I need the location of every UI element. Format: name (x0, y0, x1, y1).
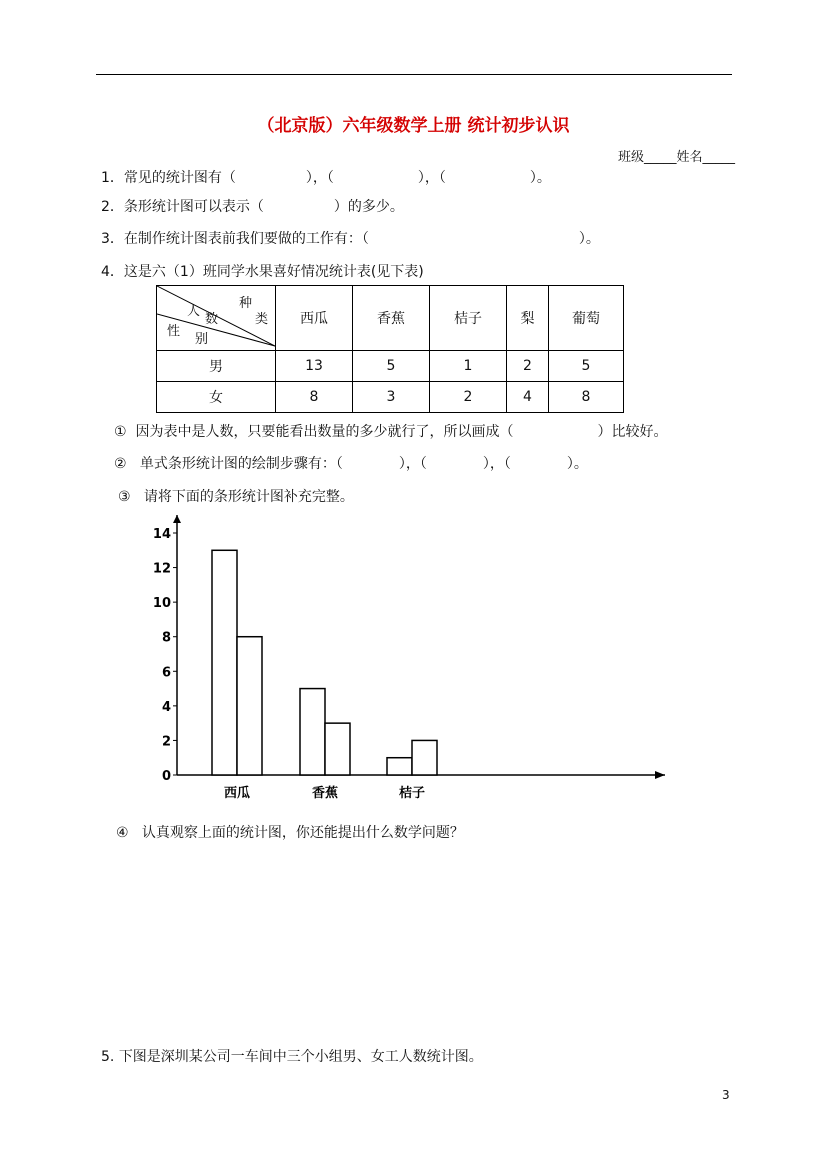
question-text: 在制作统计图表前我们要做的工作有：（ ）。 (123, 231, 600, 247)
question-number: 5. (101, 1049, 115, 1065)
table-cell: 2 (507, 351, 549, 382)
question-number: 2． (101, 199, 124, 215)
question-number: 3． (101, 231, 124, 247)
x-tick-label: 香蕉 (311, 786, 339, 801)
table-cell: 3 (353, 382, 430, 413)
bar (325, 723, 350, 775)
table-corner-cell (157, 286, 276, 351)
table-cell: 5 (549, 351, 624, 382)
sub-text: 认真观察上面的统计图，你还能提出什么数学问题？ (141, 825, 464, 841)
corner-label: 数 (205, 312, 219, 327)
bar (237, 637, 262, 775)
table-header-cell: 西瓜 (276, 286, 353, 351)
table-header-row (157, 286, 624, 351)
bar (212, 550, 237, 775)
y-axis-arrow (173, 515, 181, 523)
table-cell: 5 (353, 351, 430, 382)
table-header-cell: 葡萄 (549, 286, 624, 351)
question-4 (101, 261, 424, 281)
sub-text: 单式条形统计图的绘制步骤有：（ ），（ ），（ ）。 (139, 456, 588, 472)
class-name-field: 班级_____姓名_____ (618, 150, 736, 165)
x-tick-label: 西瓜 (223, 786, 251, 801)
table-cell: 1 (430, 351, 507, 382)
sub-question-1 (114, 421, 667, 441)
y-tick-label: 10 (152, 596, 171, 612)
question-text: 条形统计图可以表示（ ）的多少。 (123, 199, 404, 215)
bar (412, 740, 437, 775)
y-tick-label: 14 (152, 527, 171, 542)
table-header-cell: 香蕉 (353, 286, 430, 351)
question-2 (101, 196, 404, 216)
sub-number: ② (114, 456, 127, 472)
corner-label: 性 (167, 324, 181, 339)
bar (387, 758, 412, 775)
y-tick-label: 6 (161, 665, 171, 681)
table-cell: 4 (507, 382, 549, 413)
table-cell: 8 (276, 382, 353, 413)
table-row-label: 女 (157, 382, 276, 413)
page-title: （北京版）六年级数学上册 统计初步认识 (257, 116, 570, 136)
table-cell: 8 (549, 382, 624, 413)
sub-number: ① (114, 424, 127, 440)
sub-text: 因为表中是人数，只要能看出数量的多少就行了，所以画成（ ）比较好。 (135, 424, 668, 440)
sub-question-4 (116, 822, 464, 842)
table-header-cell: 桔子 (430, 286, 507, 351)
x-axis-arrow (655, 771, 665, 779)
sub-text: 请将下面的条形统计图补充完整。 (143, 489, 354, 505)
header-rule (96, 74, 732, 75)
sub-question-3 (118, 486, 354, 506)
question-text: 常见的统计图有（ ），（ ），（ ）。 (123, 170, 551, 186)
sub-question-2 (114, 453, 588, 473)
fruit-preference-table (156, 285, 624, 413)
y-tick-label: 4 (161, 699, 171, 715)
x-tick-label: 桔子 (398, 786, 426, 801)
corner-label: 种 (239, 296, 253, 311)
corner-label: 别 (195, 332, 209, 347)
table-row (157, 382, 624, 413)
y-tick-label: 8 (161, 630, 171, 646)
table-cell: 2 (430, 382, 507, 413)
question-text: 这是六（1）班同学水果喜好情况统计表(见下表) (123, 264, 424, 280)
table-row-label: 男 (157, 351, 276, 382)
question-1 (101, 167, 551, 187)
table-header-cell: 梨 (507, 286, 549, 351)
question-5 (101, 1046, 483, 1066)
page-number: 3 (722, 1088, 730, 1102)
bar (300, 689, 325, 775)
question-number: 4． (101, 264, 124, 280)
y-tick-label: 2 (161, 734, 171, 750)
bar-chart (140, 505, 680, 805)
sub-number: ④ (116, 825, 129, 841)
question-text: 下图是深圳某公司一车间中三个小组男、女工人数统计图。 (118, 1049, 483, 1065)
corner-label: 类 (255, 312, 269, 327)
table-row (157, 351, 624, 382)
corner-label: 人 (187, 304, 201, 319)
sub-number: ③ (118, 489, 131, 505)
y-tick-label: 12 (152, 561, 171, 577)
question-3 (101, 228, 600, 248)
table-cell: 13 (276, 351, 353, 382)
question-number: 1． (101, 170, 124, 186)
y-tick-label: 0 (161, 769, 171, 784)
